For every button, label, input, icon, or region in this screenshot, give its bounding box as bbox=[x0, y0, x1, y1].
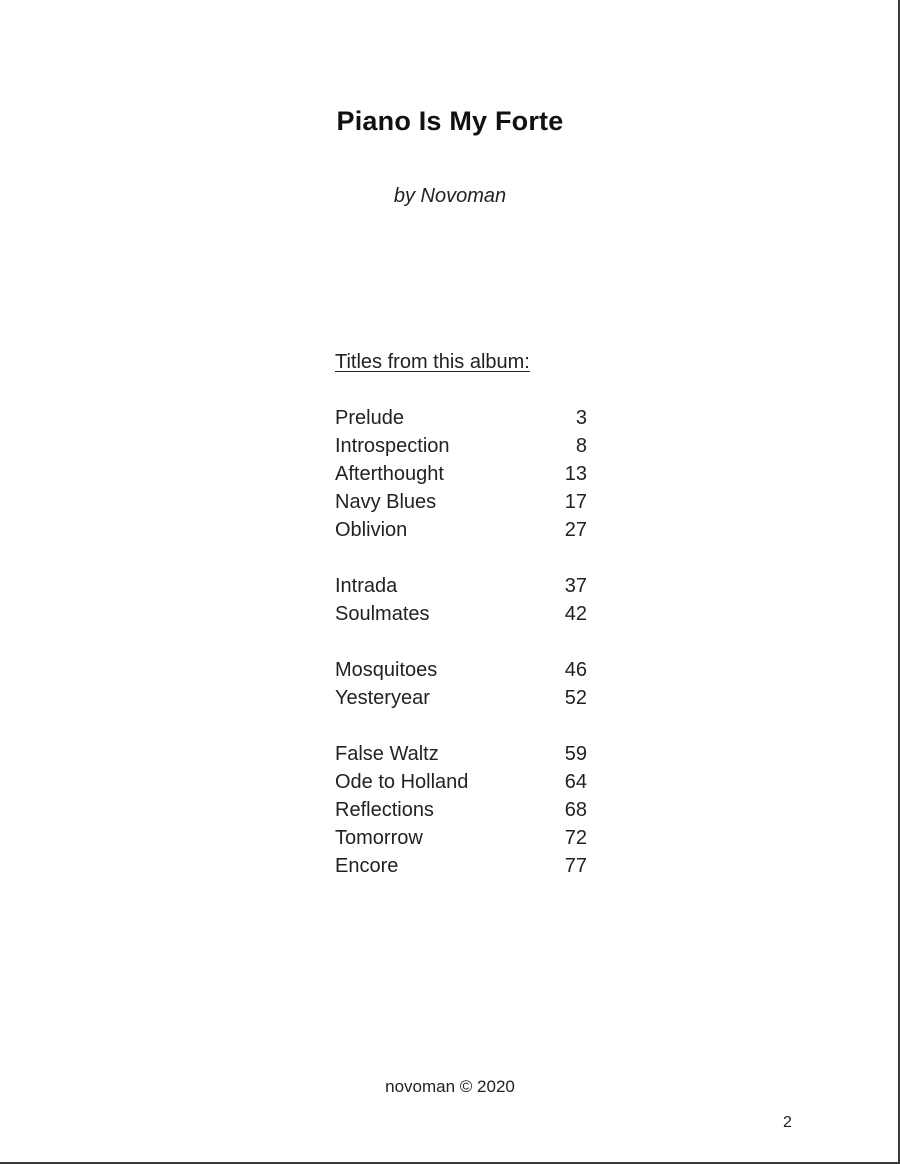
toc-heading: Titles from this album: bbox=[335, 351, 530, 373]
toc-group-spacer bbox=[335, 628, 587, 656]
toc-entry-page: 46 bbox=[564, 659, 587, 681]
toc-entry-page: 37 bbox=[564, 575, 587, 597]
toc-entry bbox=[335, 460, 587, 488]
toc-entry bbox=[335, 404, 587, 432]
toc-entry-title: Introspection bbox=[335, 435, 450, 457]
toc-entry-title: Navy Blues bbox=[335, 491, 437, 513]
toc-entry-page: 59 bbox=[564, 743, 587, 765]
toc-entry-page: 3 bbox=[575, 407, 587, 429]
page-number: 2 bbox=[783, 1114, 792, 1131]
toc-group-spacer bbox=[335, 712, 587, 740]
toc-entry-page: 68 bbox=[564, 799, 587, 821]
toc-entry-title: Afterthought bbox=[335, 463, 444, 485]
toc-entry-title: False Waltz bbox=[335, 743, 439, 765]
toc-entry bbox=[335, 796, 587, 824]
toc-entry bbox=[335, 684, 587, 712]
toc-entry bbox=[335, 572, 587, 600]
toc-entry bbox=[335, 768, 587, 796]
toc-entry bbox=[335, 432, 587, 460]
table-of-contents bbox=[335, 348, 587, 880]
toc-entry bbox=[335, 656, 587, 684]
toc-entry-title: Soulmates bbox=[335, 603, 430, 625]
toc-entry-page: 8 bbox=[575, 435, 587, 457]
toc-entry-title: Prelude bbox=[335, 407, 404, 429]
toc-entry-page: 64 bbox=[564, 771, 587, 793]
toc-entry-page: 77 bbox=[564, 855, 587, 877]
toc-entry bbox=[335, 824, 587, 852]
toc-entry-title: Reflections bbox=[335, 799, 434, 821]
toc-entry bbox=[335, 740, 587, 768]
toc-entry-title: Intrada bbox=[335, 575, 398, 597]
toc-group-spacer bbox=[335, 544, 587, 572]
toc-entry bbox=[335, 488, 587, 516]
toc-entry bbox=[335, 516, 587, 544]
toc-entry-title: Yesteryear bbox=[335, 687, 430, 709]
toc-entry-title: Oblivion bbox=[335, 519, 408, 541]
toc-entry-page: 13 bbox=[564, 463, 587, 485]
toc-entry-title: Mosquitoes bbox=[335, 659, 438, 681]
toc-entry-page: 42 bbox=[564, 603, 587, 625]
toc-entry-page: 72 bbox=[564, 827, 587, 849]
toc-entry-page: 52 bbox=[564, 687, 587, 709]
toc-entry-title: Ode to Holland bbox=[335, 771, 469, 793]
toc-entry bbox=[335, 852, 587, 880]
toc-entry bbox=[335, 600, 587, 628]
toc-entry-title: Tomorrow bbox=[335, 827, 423, 849]
toc-entry-page: 27 bbox=[564, 519, 587, 541]
album-title: Piano Is My Forte bbox=[336, 106, 564, 136]
byline: by Novoman bbox=[393, 185, 507, 207]
toc-entry-title: Encore bbox=[335, 855, 399, 877]
copyright-notice: novoman © 2020 bbox=[385, 1077, 515, 1096]
toc-entry-page: 17 bbox=[564, 491, 587, 513]
